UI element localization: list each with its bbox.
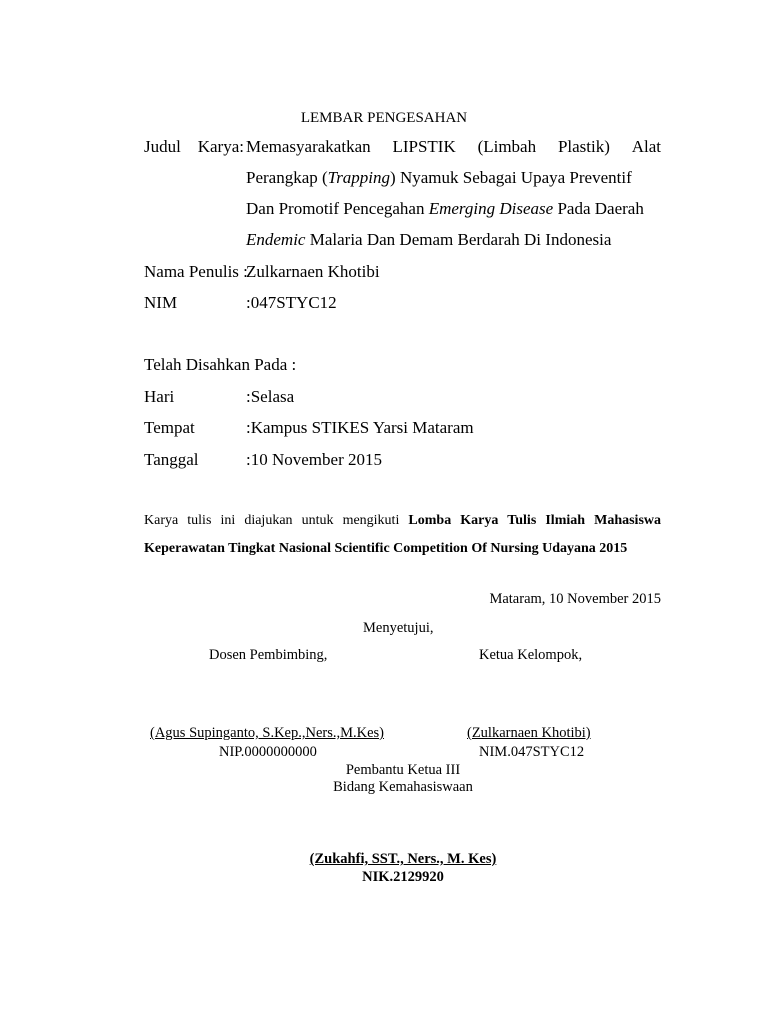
judul-line2-pre: Perangkap ( — [246, 168, 328, 187]
paragraph-bold: Lomba Karya Tulis Ilmiah Mahasiswa Keperawatan Tingkat Nasional Scientific Competition Of Nursing Udayana 2015 — [144, 513, 661, 556]
left-role: Dosen Pembimbing, — [209, 647, 328, 663]
right-role: Ketua Kelompok, — [479, 647, 583, 663]
hari-value: :Selasa — [246, 387, 295, 406]
right-signatory-id: NIM.047STYC12 — [479, 744, 585, 760]
judul-line-3 — [246, 199, 644, 219]
judul-word-5: Alat — [631, 137, 661, 156]
judul-line-4 — [246, 230, 611, 250]
judul-line2-italic: Trapping — [327, 168, 391, 187]
judul-line-1 — [246, 137, 661, 157]
approve-text: Menyetujui, — [363, 620, 434, 636]
submission-paragraph — [144, 507, 661, 563]
center-signatory — [0, 851, 768, 868]
paragraph-plain: Karya tulis ini diajukan untuk mengikuti — [144, 513, 409, 528]
center-role-1: Pembantu Ketua III — [345, 762, 461, 778]
judul-line2-post: ) Nyamuk Sebagai Upaya Preventif — [390, 168, 632, 187]
judul-line3-pre: Dan Promotif Pencegahan — [246, 199, 429, 218]
nim-value: :047STYC12 — [246, 293, 337, 312]
judul-line-2 — [246, 168, 632, 188]
penulis-value: Zulkarnaen Khotibi — [246, 262, 380, 281]
judul-word-2: LIPSTIK — [392, 137, 456, 156]
judul-line3-post: Pada Daerah — [553, 199, 644, 218]
judul-label-a: Judul — [144, 137, 181, 156]
judul-word-1: Memasyarakatkan — [246, 137, 371, 156]
judul-word-3: (Limbah — [477, 137, 537, 156]
hari-label: Hari — [144, 387, 175, 406]
tanggal-label: Tanggal — [144, 450, 199, 469]
left-signatory-name: (Agus Supinganto, S.Kep.,Ners.,M.Kes) — [150, 725, 384, 741]
left-signatory-id: NIP.0000000000 — [219, 744, 317, 760]
disahkan-heading: Telah Disahkan Pada : — [144, 355, 297, 374]
judul-line3-italic: Emerging Disease — [428, 199, 554, 218]
nim-label: NIM — [144, 293, 178, 312]
center-signatory-id: NIK.2129920 — [362, 869, 444, 885]
tempat-label: Tempat — [144, 418, 195, 437]
judul-label — [144, 137, 244, 157]
judul-label-b: Karya: — [197, 137, 244, 156]
penulis-label: Nama Penulis : — [144, 262, 248, 281]
place-date: Mataram, 10 November 2015 — [489, 591, 661, 607]
right-signatory-name: (Zulkarnaen Khotibi) — [467, 725, 591, 741]
tanggal-value: :10 November 2015 — [246, 450, 382, 469]
judul-word-4: Plastik) — [557, 137, 610, 156]
tempat-value: :Kampus STIKES Yarsi Mataram — [246, 418, 474, 437]
center-signatory-name: (Zukahfi, SST., Ners., M. Kes) — [309, 851, 497, 867]
page-title: LEMBAR PENGESAHAN — [300, 110, 468, 126]
center-role-2: Bidang Kemahasiswaan — [333, 779, 473, 795]
judul-line4-italic: Endemic — [246, 230, 306, 249]
judul-line4-post: Malaria Dan Demam Berdarah Di Indonesia — [305, 230, 612, 249]
